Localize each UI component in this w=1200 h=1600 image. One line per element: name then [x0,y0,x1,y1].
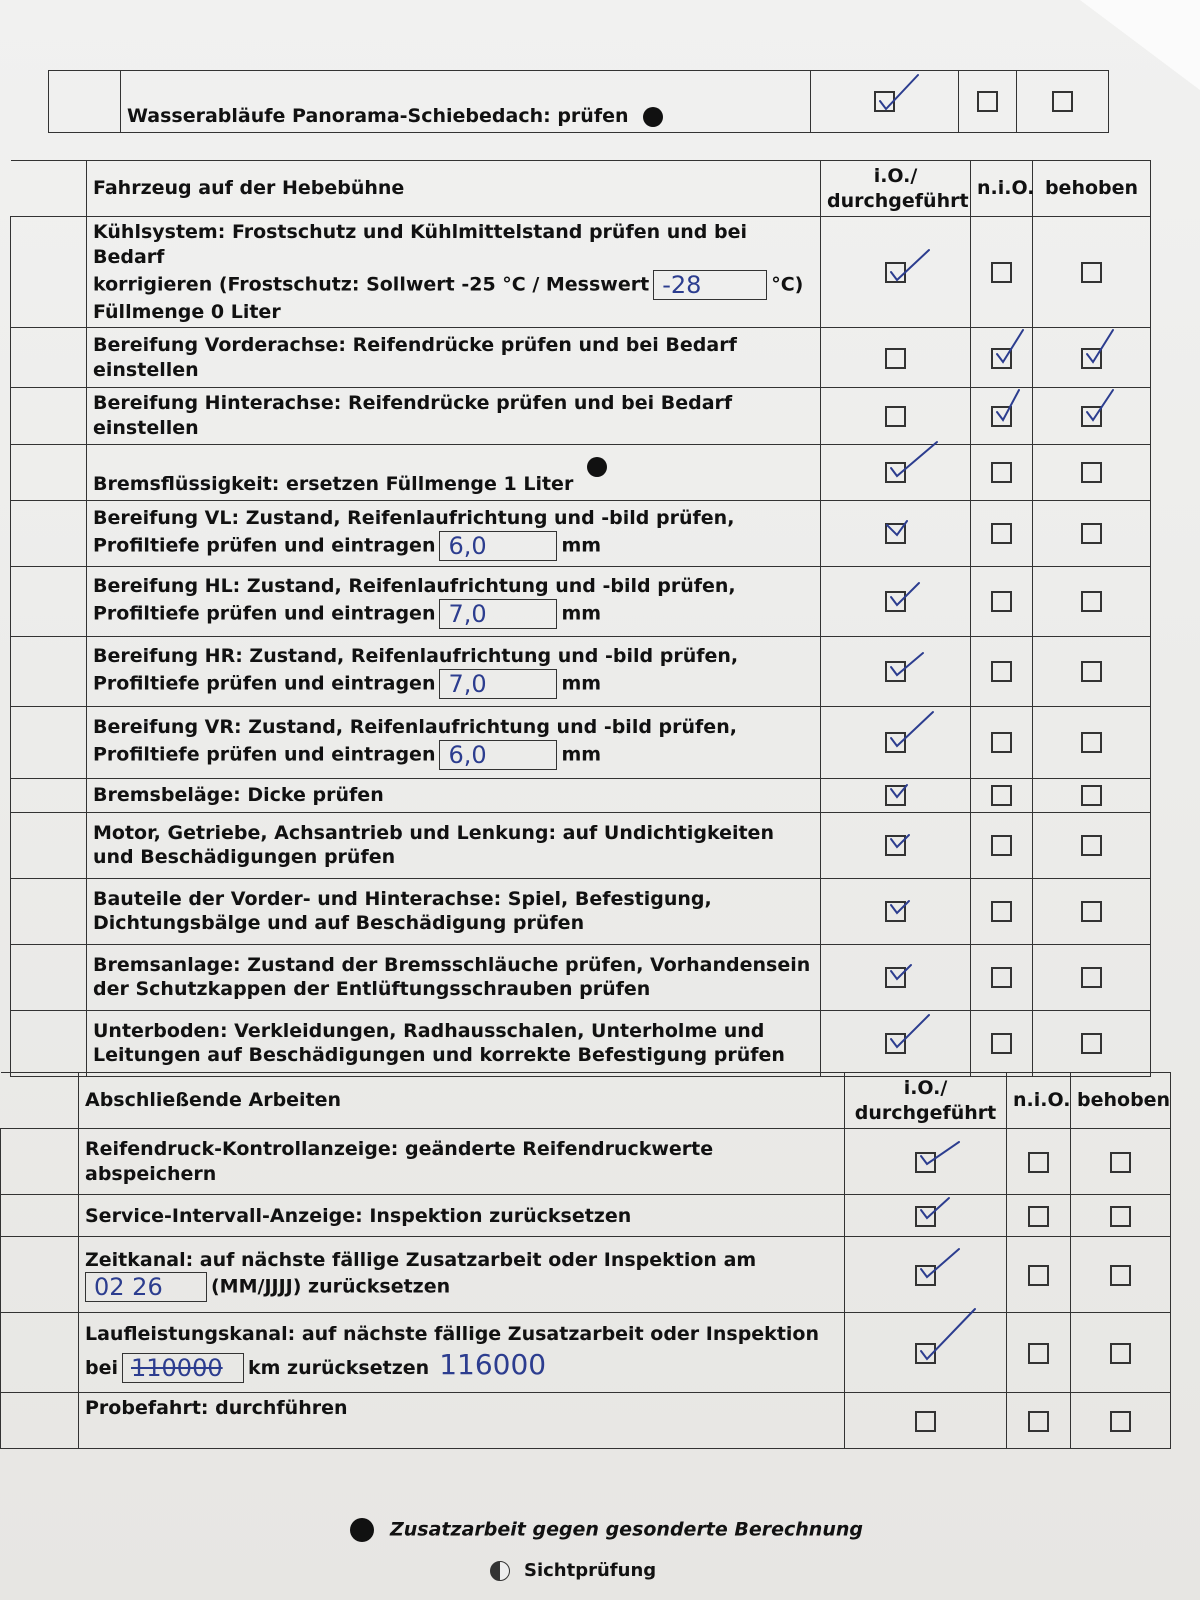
ok-checkbox[interactable] [885,661,906,682]
filled-dot-icon [350,1518,374,1542]
col-fixed-header: behoben [1033,161,1151,217]
half-dot-icon [490,1561,510,1581]
nio-checkbox[interactable] [1028,1206,1049,1227]
ok-checkbox[interactable] [915,1265,936,1286]
col-ok-header: i.O./ durchgeführt [845,1073,1007,1129]
ok-checkbox[interactable] [885,262,906,283]
fixed-checkbox[interactable] [1052,91,1073,112]
fixed-checkbox[interactable] [1081,1033,1102,1054]
fixed-checkbox[interactable] [1110,1206,1131,1227]
ok-checkbox[interactable] [885,785,906,806]
row-service-reset: Service-Intervall-Anzeige: Inspektion zurücksetzen [79,1195,845,1237]
nio-checkbox[interactable] [991,835,1012,856]
fixed-checkbox[interactable] [1081,785,1102,806]
nio-checkbox[interactable] [991,262,1012,283]
row-test-drive: Probefahrt: durchführen [79,1393,845,1449]
fixed-checkbox[interactable] [1081,262,1102,283]
handwritten-mileage: 116000 [439,1347,547,1381]
fixed-checkbox[interactable] [1110,1411,1131,1432]
nio-checkbox[interactable] [1028,1265,1049,1286]
nio-checkbox[interactable] [991,462,1012,483]
col-fixed-header: behoben [1071,1073,1171,1129]
ok-checkbox[interactable] [915,1206,936,1227]
panorama-roof-label: Wasserabläufe Panorama-Schiebedach: prüfen [127,105,629,128]
nio-checkbox[interactable] [991,967,1012,988]
fixed-checkbox[interactable] [1081,732,1102,753]
fixed-checkbox[interactable] [1081,967,1102,988]
ok-checkbox[interactable] [885,732,906,753]
fixed-checkbox[interactable] [1110,1152,1131,1173]
tread-depth-vr-field[interactable]: 6,0 [439,740,557,770]
fixed-checkbox[interactable] [1081,591,1102,612]
row-brake-pads: Bremsbeläge: Dicke prüfen [87,778,821,812]
fixed-checkbox[interactable] [1081,661,1102,682]
row-brake-fluid: Bremsflüssigkeit: ersetzen Füllmenge 1 Liter [87,444,821,500]
section-title-lift: Fahrzeug auf der Hebebühne [87,161,821,217]
col-nio-header: n.i.O. [971,161,1033,217]
tread-depth-hr-field[interactable]: 7,0 [439,669,557,699]
fixed-checkbox[interactable] [1081,462,1102,483]
ok-checkbox[interactable] [915,1411,936,1432]
section-final-table [0,1072,1171,1449]
tread-depth-vl-field[interactable]: 6,0 [439,531,557,561]
row-tire-vl: Bereifung VL: Zustand, Reifenlaufrichtung und -bild prüfen, Profiltiefe prüfen und eintragen 6,0 mm [87,500,821,566]
nio-checkbox[interactable] [991,785,1012,806]
row-mileage-channel: Laufleistungskanal: auf nächste fällige Zusatzarbeit oder Inspektion bei 110000 km zurücksetzen 116000 [79,1313,845,1393]
ok-checkbox[interactable] [885,835,906,856]
ok-checkbox[interactable] [874,91,895,112]
ok-checkbox[interactable] [885,462,906,483]
section-title-final: Abschließende Arbeiten [79,1073,845,1129]
nio-checkbox[interactable] [991,901,1012,922]
antifreeze-measured-field[interactable]: -28 [653,270,767,300]
ok-checkbox[interactable] [885,967,906,988]
fixed-checkbox[interactable] [1110,1343,1131,1364]
nio-checkbox[interactable] [991,732,1012,753]
nio-checkbox[interactable] [1028,1152,1049,1173]
nio-checkbox[interactable] [991,406,1012,427]
top-row-table [48,70,1109,133]
extra-charge-dot-icon [643,107,663,127]
next-mileage-field[interactable]: 110000 [122,1353,244,1383]
ok-checkbox[interactable] [885,591,906,612]
ok-checkbox[interactable] [915,1343,936,1364]
col-ok-header: i.O./ durchgeführt [821,161,971,217]
ok-checkbox[interactable] [885,348,906,369]
row-tire-vr: Bereifung VR: Zustand, Reifenlaufrichtung und -bild prüfen, Profiltiefe prüfen und eintragen 6,0 mm [87,706,821,778]
row-tire-hr: Bereifung HR: Zustand, Reifenlaufrichtung und -bild prüfen, Profiltiefe prüfen und eintragen 7,0 mm [87,636,821,706]
row-tire-hl: Bereifung HL: Zustand, Reifenlaufrichtung und -bild prüfen, Profiltiefe prüfen und eintragen 7,0 mm [87,566,821,636]
nio-checkbox[interactable] [991,661,1012,682]
tread-depth-hl-field[interactable]: 7,0 [439,599,557,629]
nio-checkbox[interactable] [977,91,998,112]
fixed-checkbox[interactable] [1081,406,1102,427]
legend-extra-charge: Zusatzarbeit gegen gesonderte Berechnung [350,1518,863,1542]
ok-checkbox[interactable] [885,901,906,922]
row-underbody: Unterboden: Verkleidungen, Radhausschalen, Unterholme und Leitungen auf Beschädigungen und korrekte Befestigung prüfen [87,1010,821,1076]
nio-checkbox[interactable] [991,523,1012,544]
row-time-channel: Zeitkanal: auf nächste fällige Zusatzarbeit oder Inspektion am 02 26 (MM/JJJJ) zurücksetzen [79,1237,845,1313]
next-date-field[interactable]: 02 26 [85,1272,207,1302]
row-rear-tire-pressure: Bereifung Hinterachse: Reifendrücke prüfen und bei Bedarf einstellen [87,388,821,444]
nio-checkbox[interactable] [1028,1343,1049,1364]
nio-checkbox[interactable] [991,591,1012,612]
nio-checkbox[interactable] [991,348,1012,369]
ok-checkbox[interactable] [915,1152,936,1173]
ok-checkbox[interactable] [885,406,906,427]
fixed-checkbox[interactable] [1110,1265,1131,1286]
legend-visual-check: Sichtprüfung [490,1560,656,1581]
row-brake-system: Bremsanlage: Zustand der Bremsschläuche prüfen, Vorhandensein der Schutzkappen der Entlüftungsschrauben prüfen [87,944,821,1010]
row-axle-parts: Bauteile der Vorder- und Hinterachse: Spiel, Befestigung, Dichtungsbälge und auf Beschädigung prüfen [87,878,821,944]
fixed-checkbox[interactable] [1081,348,1102,369]
ok-checkbox[interactable] [885,1033,906,1054]
nio-checkbox[interactable] [1028,1411,1049,1432]
ok-checkbox[interactable] [885,523,906,544]
section-lift-table [10,160,1151,1077]
row-front-tire-pressure: Bereifung Vorderachse: Reifendrücke prüfen und bei Bedarf einstellen [87,328,821,388]
nio-checkbox[interactable] [991,1033,1012,1054]
col-nio-header: n.i.O. [1007,1073,1071,1129]
row-coolant: Kühlsystem: Frostschutz und Kühlmittelstand prüfen und bei Bedarf korrigieren (Frostschutz: Sollwert -25 °C / Messwert -28 °C) Füllmenge 0 Liter [87,217,821,328]
fixed-checkbox[interactable] [1081,523,1102,544]
extra-charge-dot-icon [587,457,607,477]
row-engine-leaks: Motor, Getriebe, Achsantrieb und Lenkung: auf Undichtigkeiten und Beschädigungen prüfen [87,812,821,878]
row-tpms-store: Reifendruck-Kontrollanzeige: geänderte Reifendruckwerte abspeichern [79,1129,845,1195]
fixed-checkbox[interactable] [1081,901,1102,922]
fixed-checkbox[interactable] [1081,835,1102,856]
